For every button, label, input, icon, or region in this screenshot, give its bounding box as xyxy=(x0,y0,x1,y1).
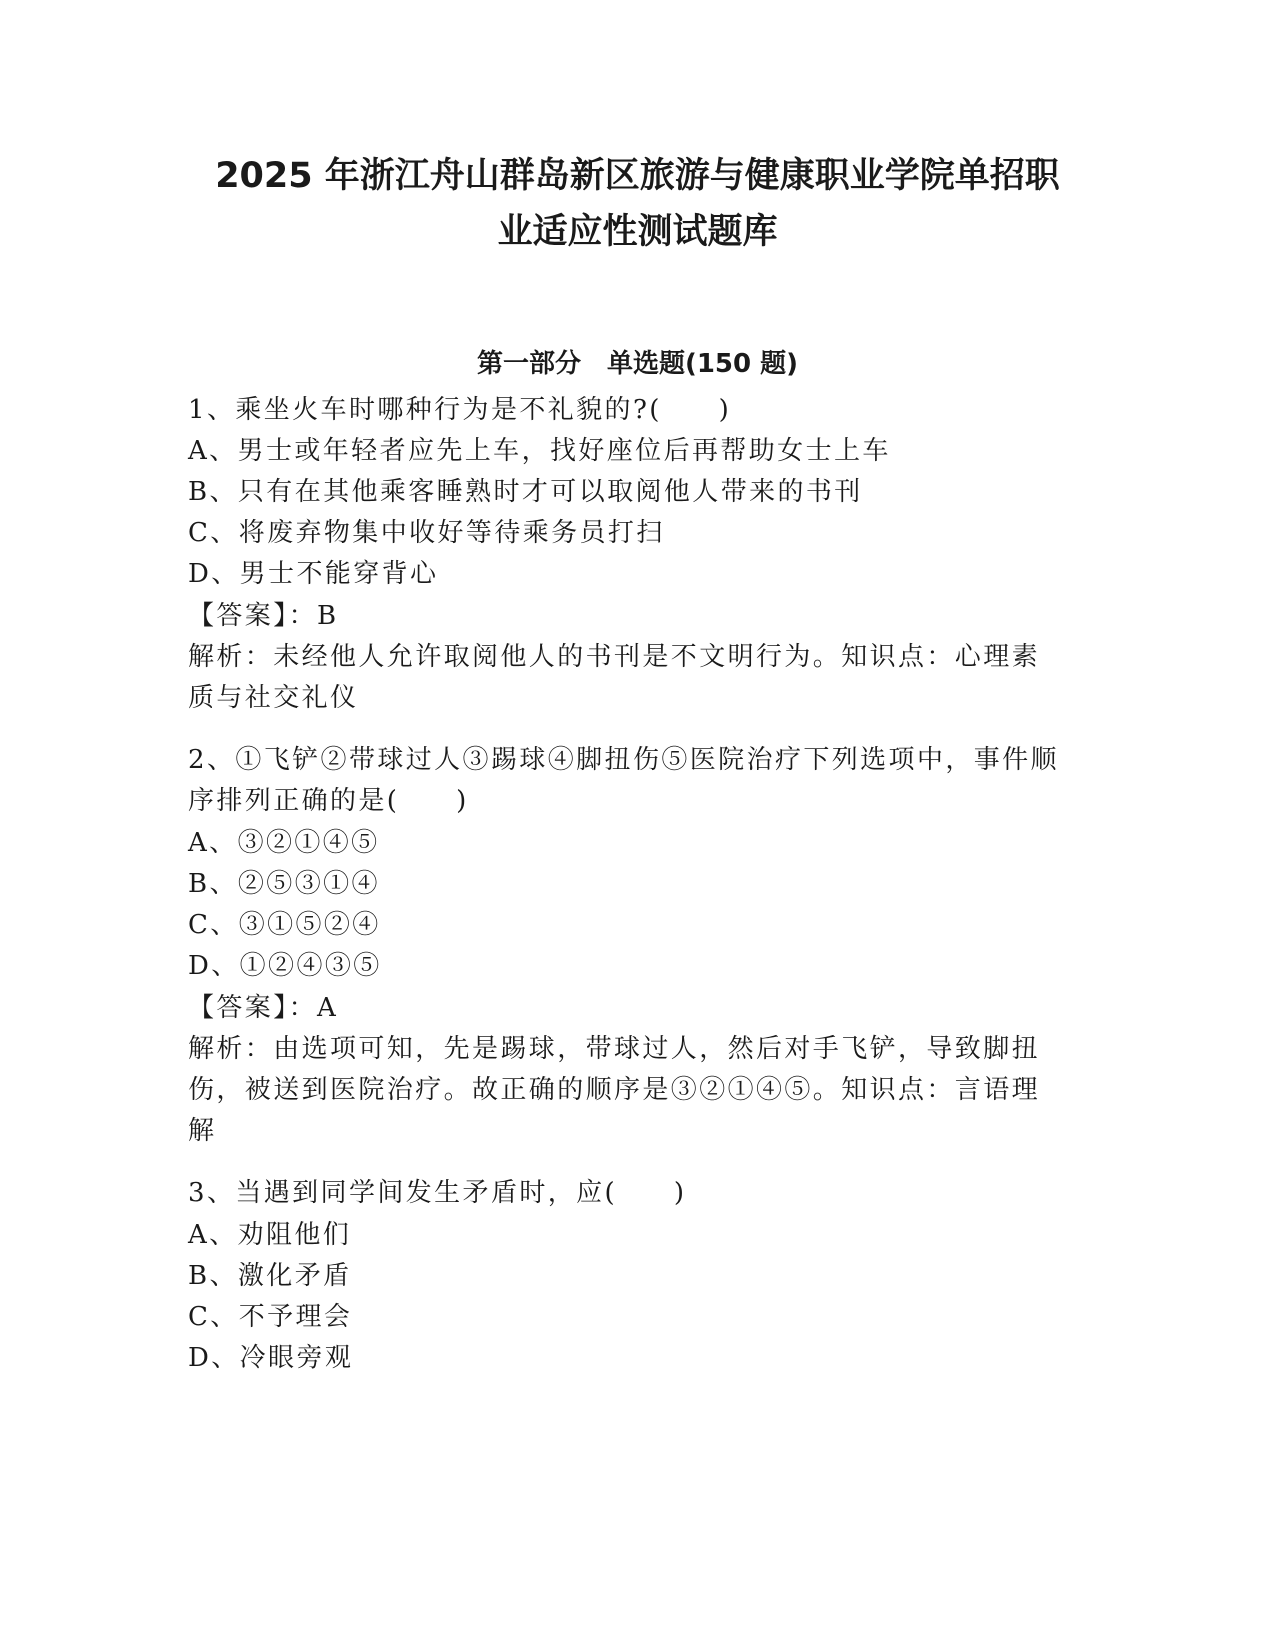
question-3-option-c: C、不予理会 xyxy=(188,1302,353,1332)
question-1-explanation-line-1: 解析：未经他人允许取阅他人的书刊是不文明行为。知识点：心理素 xyxy=(188,642,1041,672)
question-2-stem-line-2: 序排列正确的是( ) xyxy=(188,786,469,816)
question-2-option-b: B、②⑤③①④ xyxy=(188,869,380,899)
question-2-option-d: D、①②④③⑤ xyxy=(188,951,382,981)
question-1-explanation-line-2: 质与社交礼仪 xyxy=(188,683,359,713)
question-2-answer: 【答案】：A xyxy=(188,993,339,1023)
question-3-option-d: D、冷眼旁观 xyxy=(188,1343,354,1373)
question-1-stem: 1、乘坐火车时哪种行为是不礼貌的?( ) xyxy=(188,395,732,425)
question-1-option-a: A、男士或年轻者应先上车，找好座位后再帮助女士上车 xyxy=(188,436,891,466)
question-1-option-d: D、男士不能穿背心 xyxy=(188,559,439,589)
question-1-option-c: C、将废弃物集中收好等待乘务员打扫 xyxy=(188,518,665,548)
question-2-explanation-line-3: 解 xyxy=(188,1116,217,1146)
document-title-line-2: 业适应性测试题库 xyxy=(497,212,778,252)
question-3-option-a: A、劝阻他们 xyxy=(188,1220,352,1250)
section-heading: 第一部分 单选题(150 题) xyxy=(476,349,799,379)
document-title-line-1: 2025 年浙江舟山群岛新区旅游与健康职业学院单招职 xyxy=(215,156,1060,196)
question-2-option-a: A、③②①④⑤ xyxy=(188,828,380,858)
question-2-explanation-line-1: 解析：由选项可知，先是踢球，带球过人，然后对手飞铲，导致脚扭 xyxy=(188,1034,1041,1064)
question-2-explanation-line-2: 伤，被送到医院治疗。故正确的顺序是③②①④⑤。知识点：言语理 xyxy=(188,1075,1041,1105)
question-1-option-b: B、只有在其他乘客睡熟时才可以取阅他人带来的书刊 xyxy=(188,477,863,507)
question-2-stem-line-1: 2、①飞铲②带球过人③踢球④脚扭伤⑤医院治疗下列选项中，事件顺 xyxy=(188,745,1059,775)
question-3-option-b: B、激化矛盾 xyxy=(188,1261,352,1291)
question-2-option-c: C、③①⑤②④ xyxy=(188,910,381,940)
question-3-stem: 3、当遇到同学间发生矛盾时，应( ) xyxy=(188,1178,687,1208)
question-1-answer: 【答案】：B xyxy=(188,601,339,631)
